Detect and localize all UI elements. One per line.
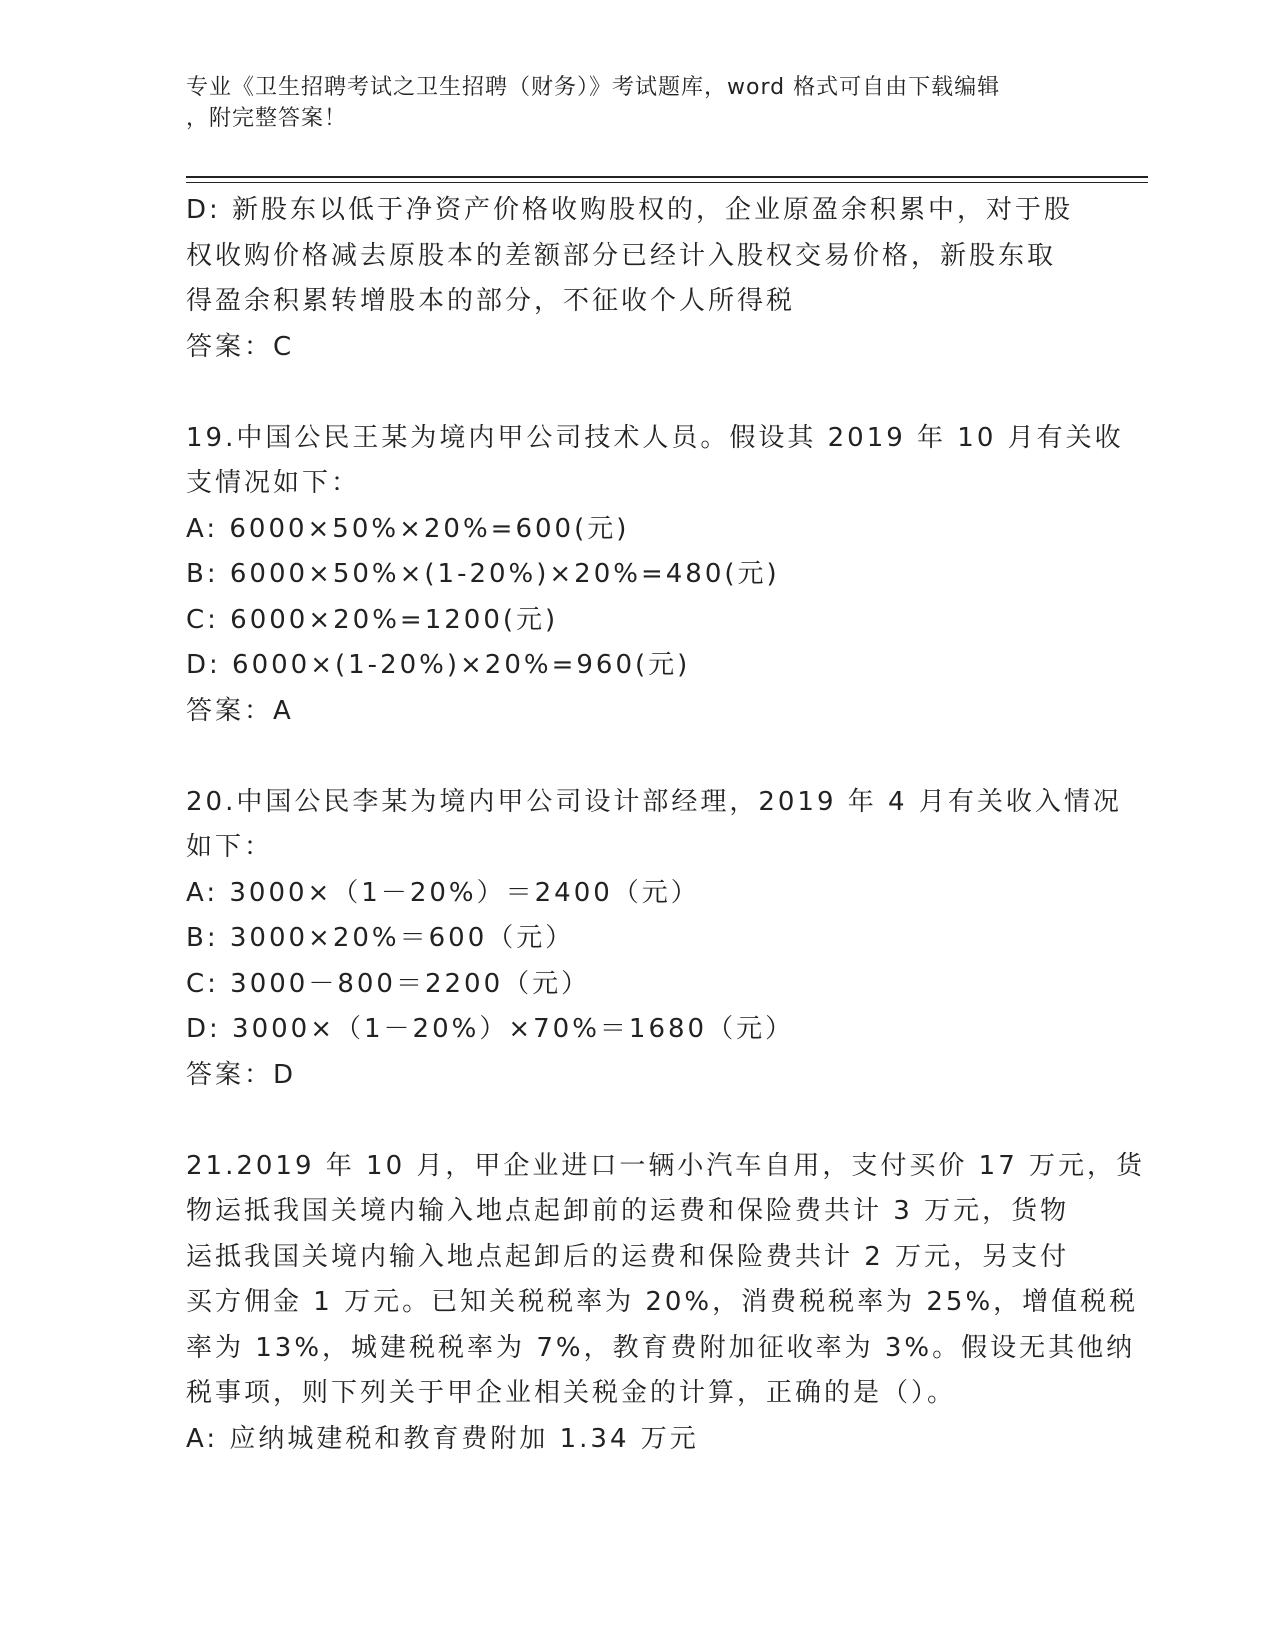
question-21 <box>186 1144 1146 1463</box>
header-divider-thick <box>186 176 1148 178</box>
question-stem: 19.中国公民王某为境内甲公司技术人员。假设其 2019 年 10 月有关收 <box>186 422 1124 453</box>
question-stem: 率为 13%，城建税税率为 7%，教育费附加征收率为 3%。假设无其他纳 <box>186 1332 1136 1363</box>
option-d: D: 3000×（1－20%）×70%＝1680（元） <box>186 1014 795 1044</box>
header-divider-thin <box>186 182 1148 183</box>
question-20-answer: 答案：D <box>186 1059 297 1090</box>
option-b: B: 6000×50%×(1-20%)×20%=480(元) <box>186 559 780 589</box>
option-d: D: 6000×(1-20%)×20%=960(元) <box>186 650 691 680</box>
option-line: D: 新股东以低于净资产价格收购股权的，企业原盈余积累中，对于股 <box>186 195 1074 225</box>
question-stem: 如下： <box>186 832 274 862</box>
question-18-option-d <box>186 188 1086 325</box>
question-content <box>186 188 1146 1462</box>
option-a: A: 6000×50%×20%=600(元) <box>186 513 630 544</box>
document-header <box>186 72 1066 134</box>
option-a: A: 应纳城建税和教育费附加 1.34 万元 <box>186 1423 699 1454</box>
question-20 <box>186 780 1122 1099</box>
question-18-answer: 答案：C <box>186 331 295 362</box>
question-stem: 运抵我国关境内输入地点起卸后的运费和保险费共计 2 万元，另支付 <box>186 1241 1070 1272</box>
spacer <box>186 734 1086 780</box>
option-a: A: 3000×（1－20%）＝2400（元） <box>186 877 700 908</box>
option-c: C: 6000×20%=1200(元) <box>186 604 559 635</box>
option-line: 得盈余积累转增股本的部分，不征收个人所得税 <box>186 286 796 316</box>
question-19 <box>186 416 1124 735</box>
question-stem: 税事项，则下列关于甲企业相关税金的计算，正确的是（）。 <box>186 1378 957 1408</box>
header-line-2: ，附完整答案！ <box>186 106 348 131</box>
question-stem: 物运抵我国关境内输入地点起卸前的运费和保险费共计 3 万元，货物 <box>186 1196 1070 1226</box>
option-line: 权收购价格减去原股本的差额部分已经计入股权交易价格，新股东取 <box>186 240 1057 271</box>
question-stem: 21.2019 年 10 月，甲企业进口一辆小汽车自用，支付买价 17 万元，货 <box>186 1150 1146 1181</box>
question-19-answer: 答案：A <box>186 695 294 726</box>
question-stem: 支情况如下： <box>186 468 361 498</box>
option-c: C: 3000－800＝2200（元） <box>186 968 591 999</box>
spacer <box>186 1098 1086 1144</box>
option-b: B: 3000×20%＝600（元） <box>186 923 575 953</box>
question-stem: 买方佣金 1 万元。已知关税税率为 20%，消费税税率为 25%，增值税税 <box>186 1287 1139 1317</box>
question-stem: 20.中国公民李某为境内甲公司设计部经理，2019 年 4 月有关收入情况 <box>186 786 1122 817</box>
header-line-1: 专业《卫生招聘考试之卫生招聘（财务）》考试题库，word 格式可自由下载编辑 <box>186 75 1001 100</box>
spacer <box>186 370 1086 416</box>
